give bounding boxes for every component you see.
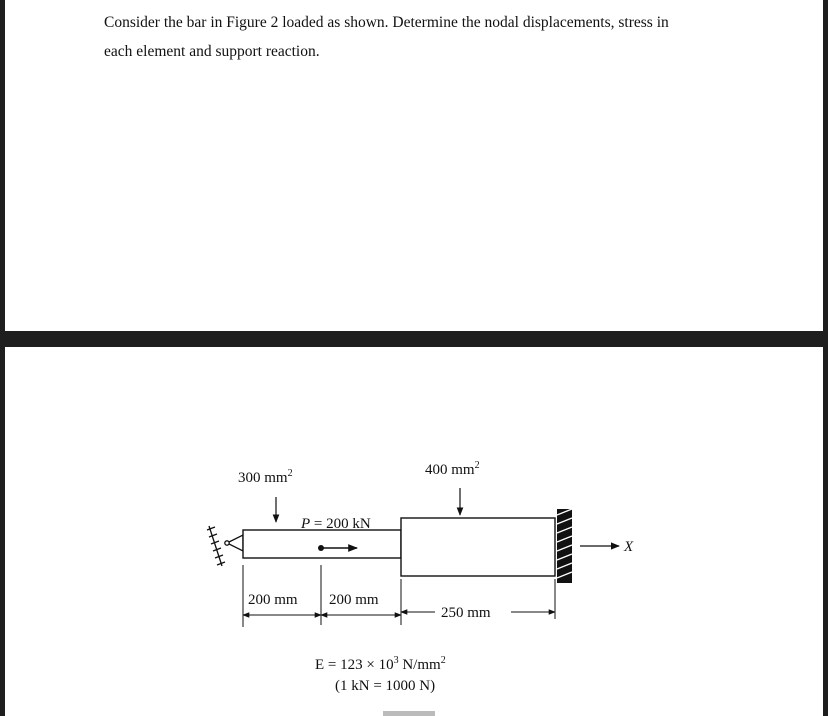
- question-line-2: each element and support reaction.: [104, 43, 320, 60]
- area-label-left: 300 $mm^2$: [238, 468, 293, 486]
- question-text: [104, 8, 744, 66]
- bar-element-small: [243, 530, 401, 558]
- left-support: [207, 526, 243, 566]
- figure-panel: [5, 347, 823, 716]
- x-axis-label: X: [624, 539, 634, 555]
- load-label: P = 200 kN: [301, 516, 371, 532]
- area-label-right: 400 $mm^2$: [425, 460, 480, 478]
- dimension-label-1: 200 mm: [248, 592, 298, 608]
- dimension-label-2: 200 mm: [329, 592, 379, 608]
- right-wall: [557, 509, 572, 583]
- conversion-label: (1 kN = 1000 N): [335, 678, 436, 694]
- question-line-1: Consider the bar in Figure 2 loaded as shown. Determine the nodal displacements, stress in: [104, 14, 669, 31]
- bar-element-large: [401, 518, 555, 576]
- dimension-label-3: 250 mm: [441, 605, 491, 621]
- bar-figure: [5, 347, 823, 716]
- modulus-label: $E = 123 \times 10^3$ $N/mm^2$: [315, 655, 446, 673]
- figure-caption-cutoff: [383, 711, 435, 716]
- question-panel: [5, 0, 823, 331]
